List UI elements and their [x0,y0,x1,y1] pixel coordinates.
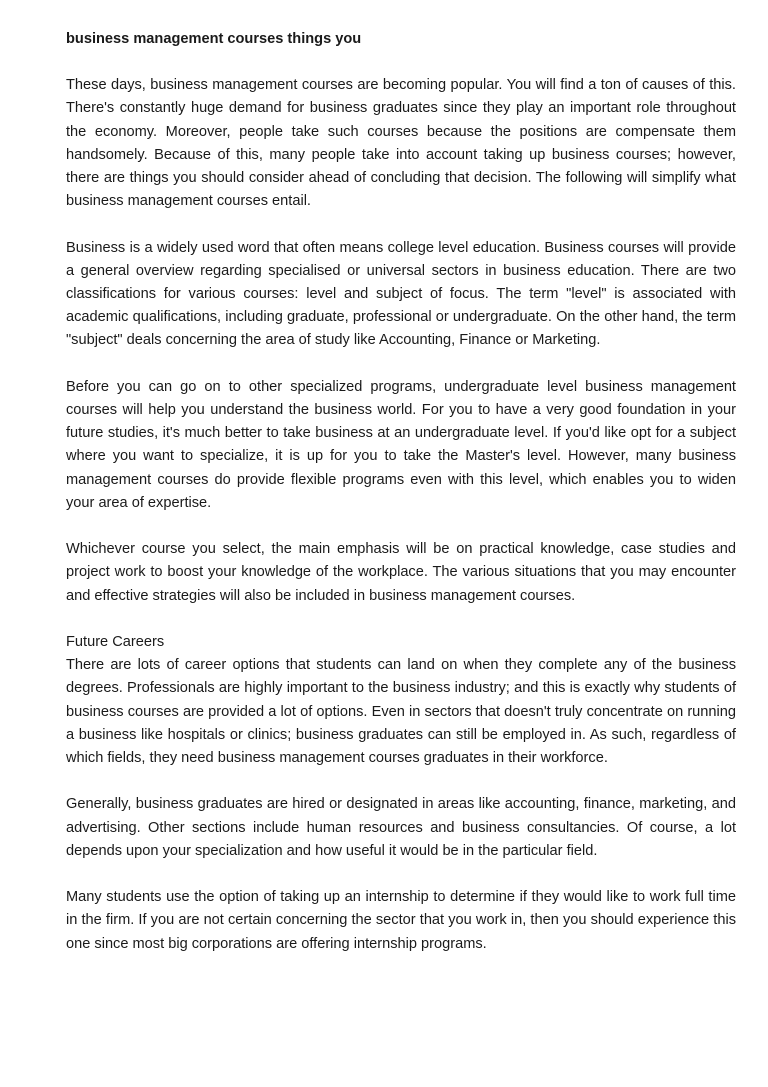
paragraph-undergraduate: Before you can go on to other specialized programs, undergraduate level business management courses will help you understand the business world. For you to have a very good foundation in your future studies, it's much better to take business at an undergraduate level. If you'd like opt for a subject where you want to specialize, it is up for you to take the Master's level. However, many business management courses do provide flexible programs even with this level, which enables you to widen your area of expertise. [66,378,736,511]
document-title: business management courses things you [66,31,362,47]
paragraph-internship: Many students use the option of taking up an internship to determine if they would like to work full time in the firm. If you are not certain concerning the sector that you work in, then you should experience this one since most big corporations are offering internship programs. [66,889,736,952]
paragraph-hiring-areas: Generally, business graduates are hired or designated in areas like accounting, finance, marketing, and advertising. Other sections include human resources and business consultancies. Of course, a lot depends upon your specialization and how useful it would be in the particular field. [66,796,736,859]
paragraph-intro: These days, business management courses are becoming popular. You will find a ton of causes of this. There's constantly huge demand for business graduates since they play an important role throughout the economy. Moreover, people take such courses because the positions are compensate them handsomely. Because of this, many people take into account taking up business courses; however, there are things you should consider ahead of concluding that decision. The following will simplify what business management courses entail. [66,77,736,210]
paragraph-emphasis: Whichever course you select, the main emphasis will be on practical knowledge, case studies and project work to boost your knowledge of the workplace. The various situations that you may encounter and effective strategies will also be included in business management courses. [66,541,736,604]
document-page [66,28,736,979]
paragraph-definition: Business is a widely used word that often means college level education. Business courses will provide a general overview regarding specialised or universal sectors in business education. There are two classifications for various courses: level and subject of focus. The term "level" is associated with academic qualifications, including graduate, professional or undergraduate. On the other hand, the term "subject" deals concerning the area of study like Accounting, Finance or Marketing. [66,239,736,349]
section-heading-future-careers: Future Careers [66,634,165,651]
paragraph-career-options: There are lots of career options that students can land on when they complete any of the business degrees. Professionals are highly important to the business industry; and this is exactly why students of business courses are provided a lot of options. Even in sectors that doesn't truly concentrate on running a business like hospitals or clinics; business graduates can still be employed in. As such, regardless of which fields, they need business management courses graduates in their workforce. [66,657,736,767]
